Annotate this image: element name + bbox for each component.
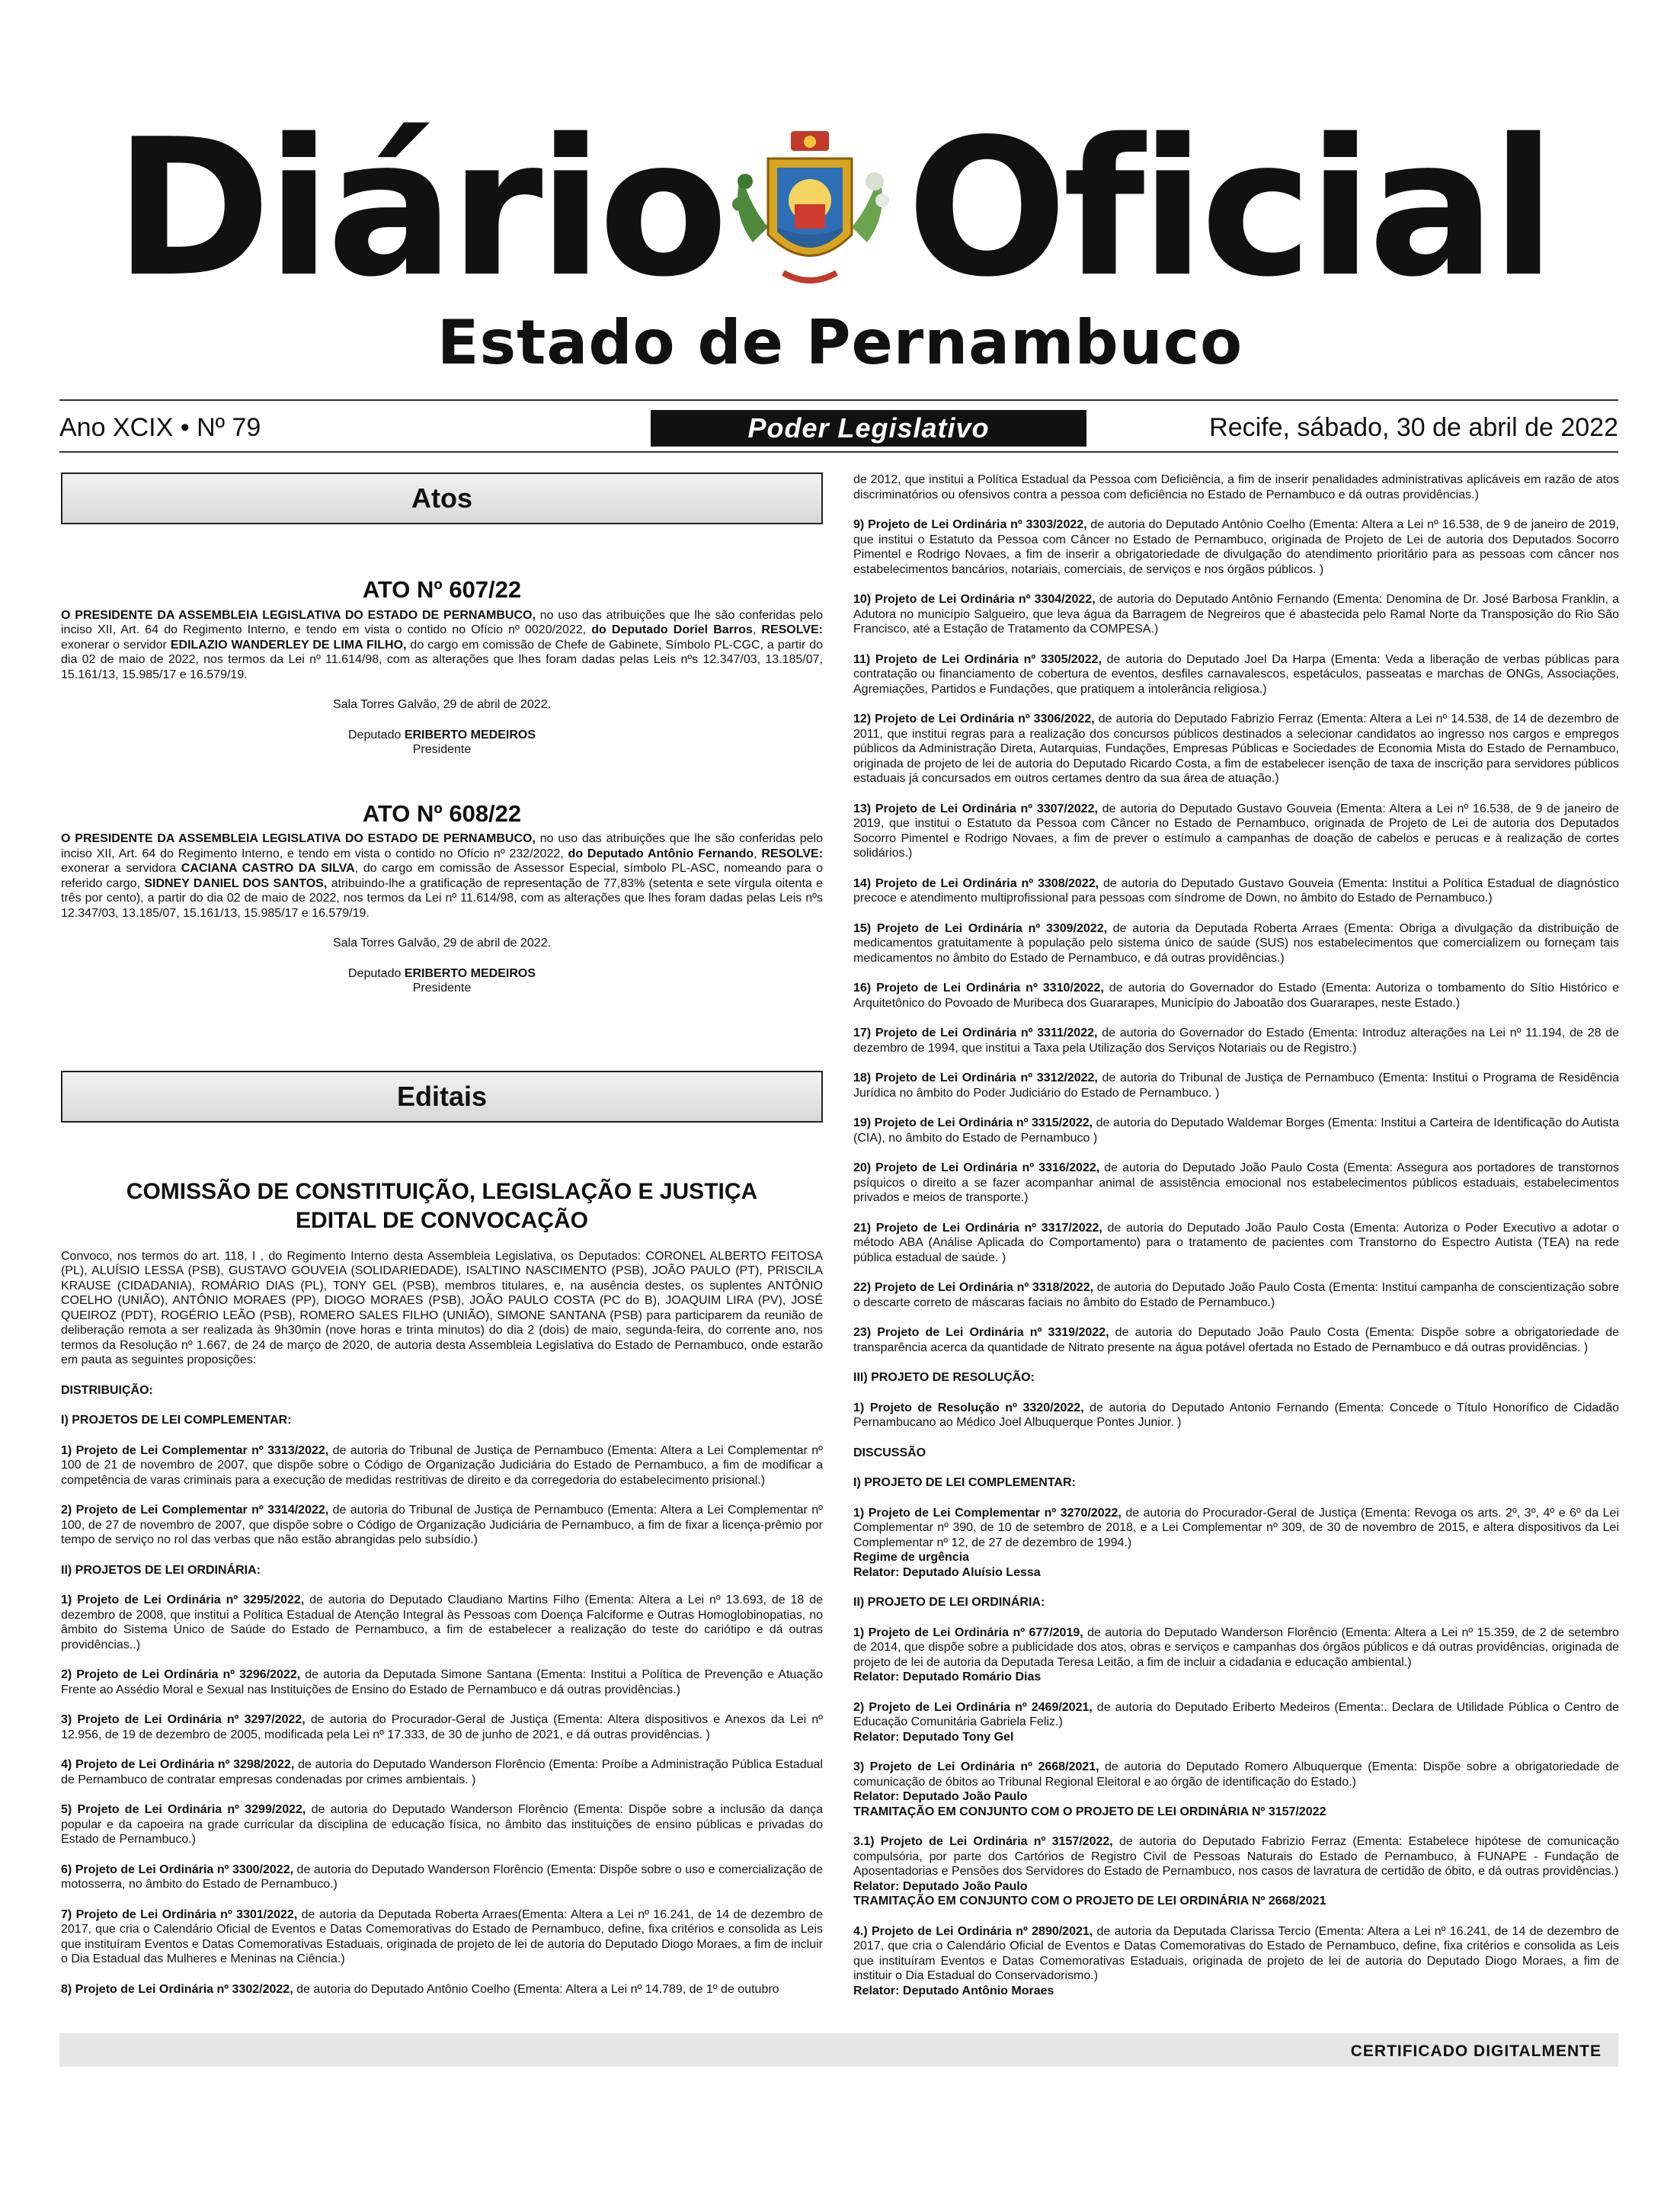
text-run: de autoria do Deputado Antônio Coelho (Ementa: Altera a Lei nº 14.789, de 1º de outubro bbox=[293, 1982, 779, 1996]
bold-run: 9) Projeto de Lei Ordinária nº 3303/2022, bbox=[853, 518, 1087, 531]
text-run: de autoria do Deputado Waldemar Borges (Ementa: Institui a Carteira de Identificação do Autista (CIA), no âmbito do Estado de Pernambuco ) bbox=[853, 1116, 1620, 1145]
edital-paragraph bbox=[853, 1834, 1619, 1909]
text-run: de autoria do Deputado Gustavo Gouveia (Ementa: Altera a Lei nº 16.538, de 9 de janeiro de 2019, que institui o Estatuto da Pessoa com Câncer no Estado de Pernambuco, originada de Projeto de Lei de autoria dos Deputados Socorro Pimentel e Rodrigo Novaes, a fim de prever o estímulo a campanhas de doação de cabelos e perucas e à realização de cortes solidários.) bbox=[853, 802, 1620, 860]
edital-paragraph bbox=[853, 1401, 1619, 1430]
act-signer-prefix: Deputado bbox=[347, 728, 405, 742]
edital-paragraph bbox=[853, 517, 1619, 577]
bold-run: 22) Projeto de Lei Ordinária nº 3318/2022, bbox=[853, 1281, 1094, 1294]
text-run: no uso das atribuições que lhe são conferidas pelo inciso XII, Art. 64 do Regimento Interno, e tendo em vista o contido no Ofício nº 0020/2022, bbox=[61, 608, 824, 636]
text-run: de autoria do Tribunal de Justiça de Pernambuco (Ementa: Institui o Programa de Residência Jurídica no âmbito do Poder Judiciário do Estado de Pernambuco. ) bbox=[853, 1071, 1619, 1100]
edital-paragraph bbox=[853, 1325, 1619, 1355]
edital-paragraph bbox=[61, 1249, 823, 1368]
edital-paragraph bbox=[853, 876, 1619, 906]
footer-bar bbox=[59, 2033, 1618, 2067]
bold-run: RESOLVE: bbox=[761, 847, 824, 860]
bold-run: 20) Projeto de Lei Ordinária nº 3316/2022, bbox=[853, 1161, 1100, 1174]
edital-paragraph bbox=[61, 1757, 823, 1787]
edital-paragraph bbox=[853, 1280, 1619, 1310]
bold-run: II) PROJETO DE LEI ORDINÁRIA: bbox=[853, 1596, 1045, 1609]
section-header-atos: Atos bbox=[61, 472, 823, 524]
bold-run: Relator: Deputado João Paulo bbox=[853, 1790, 1028, 1803]
edition-number: Ano XCIX • Nº 79 bbox=[59, 413, 261, 442]
edital-paragraph bbox=[61, 1712, 823, 1742]
text-run: Convoco, nos termos do art. 118, I , do Regimento Interno desta Assembleia Legislativa, os Deputados: CORONEL ALBERTO FEITOSA (PL), ALUÍSIO LESSA (PSB), GUSTAVO GOUVEIA (SOLIDARIEDADE), ISALTINO NASCIMENTO (PSB), JOÃO PAULO (PT), PRISCILA KRAUSE (CIDADANIA), ROMÁRIO DIAS (PL), TONY GEL (PSB), membros titulares, e, na ausência destes, os suplentes ANTÔNIO COELHO (UNIÃO), ANTÔNIO MORAES (PP), DIOGO MORAES (PSB), JOÃO PAULO COSTA (PC do B), JOAQUIM LIRA (PV), JOSÉ QUEIROZ (PDT), ROGÉRIO LEÃO (PSB), ROMERO SALES FILHO (UNIÃO), SIMONE SANTANA (PSB) para participarem da reunião de deliberação remota a ser realizada às 9h30min (nove horas e trinta minutos) do dia 2 (dois) de maio, segunda-feira, do corrente ano, nos termos da Resolução nº 1.667, de 24 de março de 2020, de autoria desta Assembleia Legislativa do Estado de Pernambuco, onde estarão em pauta as seguintes proposições: bbox=[61, 1249, 823, 1366]
text-run: de 2012, que institui a Política Estadual da Pessoa com Deficiência, a fim de inserir penalidades administrativas aplicáveis em razão de atos discriminatórios ou ofensivos contra a pessoa com deficiência no Estado de Pernambuco e dá outras providências.) bbox=[853, 473, 1619, 501]
text-run: de autoria do Deputado Fabrizio Ferraz (Ementa: Estabelece hipótese de comunicação compulsória, por parte dos Cartórios de Registro Civil de Pessoas Naturais do Estado de Pernambuco, à FUNAPE - Fundação de Aposentadorias e Pensões dos Servidores do Estado de Pernambuco, nos casos de lavratura de certidão de óbito, e dá outras providências.) bbox=[853, 1835, 1620, 1878]
bold-run: 1) Projeto de Lei Complementar nº 3313/2022, bbox=[61, 1443, 329, 1457]
bold-run: 7) Projeto de Lei Ordinária nº 3301/2022, bbox=[61, 1908, 298, 1921]
bold-run: 13) Projeto de Lei Ordinária nº 3307/2022, bbox=[853, 802, 1098, 815]
edital-paragraph bbox=[61, 1503, 823, 1548]
text-run: de autoria do Deputado João Paulo Costa (Ementa: Institui campanha de conscientização sobre o descarte correto de máscaras faciais no âmbito do Estado de Pernambuco.) bbox=[853, 1281, 1620, 1309]
text-run: no uso das atribuições que lhe são conferidas pelo inciso XII, Art. 64 do Regimento Interno, e tendo em vista o contido no Ofício nº 232/2022, bbox=[61, 832, 824, 860]
text-run: de autoria da Deputada Roberta Arraes (Ementa: Obriga a divulgação da distribuição de medicamentos gratuitamente à população pelo sistema único de saúde (SUS) nos estabelecimentos que comercializem ou forneçam tais medicamentos no âmbito do Estado de Pernambuco, e dá outras providências.) bbox=[853, 921, 1619, 965]
edital-paragraph bbox=[61, 1982, 823, 1997]
edital-paragraph bbox=[853, 802, 1619, 861]
bold-run: RESOLVE: bbox=[761, 623, 824, 636]
bold-run: 2) Projeto de Lei Complementar nº 3314/2022, bbox=[61, 1504, 329, 1517]
bold-run: 14) Projeto de Lei Ordinária nº 3308/2022, bbox=[853, 876, 1099, 890]
text-run: de autoria do Procurador-Geral de Justiça (Ementa: Altera dispositivos e Anexos da Lei nº 12.956, de 19 de dezembro de 2005, modificada pela Lei nº 17.333, de 30 de junho de 2021, e dá outras providências. ) bbox=[61, 1713, 823, 1741]
edital-paragraph bbox=[853, 1221, 1619, 1266]
text-run: de autoria do Deputado Joel Da Harpa (Ementa: Veda a liberação de verbas públicas para contratação ou financiamento de cobertura de eventos, desfiles carnavalescos, espetáculos, passeatas e marchas de ONGs, Associações, Agremiações, Partidos e Fundações, que pratiquem a intolerância religiosa.) bbox=[853, 652, 1619, 696]
bold-run: 16) Projeto de Lei Ordinária nº 3310/2022, bbox=[853, 982, 1104, 995]
masthead-subtitle: Estado de Pernambuco bbox=[437, 307, 1243, 378]
edital-paragraph bbox=[853, 1924, 1619, 1999]
bold-run: 1) Projeto de Resolução nº 3320/2022, bbox=[853, 1401, 1084, 1414]
text-run: de autoria da Deputada Clarissa Tercio (Ementa: Altera a Lei nº 16.241, de 14 de dezembro de 2017, que cria o Calendário Oficial de Eventos e Datas Comemorativas do Estado de Pernambuco, define, fixa critérios e consolida as Leis que instituíram Eventos e Datas Comemorativas Estaduais, originada de projeto de lei de autoria do Deputado Diogo Moraes, a fim de instituir o Dia Estadual do Conservadorismo.) bbox=[853, 1924, 1620, 1982]
edital-paragraph bbox=[853, 1161, 1619, 1206]
text-run: de autoria do Deputado Eriberto Medeiros (Ementa:. Declara de Utilidade Pública o Centro de Educação Comunitária Gabriela Feliz.) bbox=[853, 1700, 1619, 1728]
bold-run: DISTRIBUIÇÃO: bbox=[61, 1383, 153, 1397]
bold-run: 4) Projeto de Lei Ordinária nº 3298/2022, bbox=[61, 1758, 295, 1771]
edital-paragraph bbox=[853, 1370, 1619, 1385]
bold-run: O PRESIDENTE DA ASSEMBLEIA LEGISLATIVA DO ESTADO DE PERNAMBUCO, bbox=[61, 608, 536, 622]
text-run: de autoria da Deputada Roberta Arraes(Ementa: Altera a Lei nº 16.241, de 14 de dezembro de 2017, que cria o Calendário Oficial de Eventos e Datas Comemorativas do Estado de Pernambuco, define, fixa critérios e consolida as Leis que instituíram Eventos e Datas Comemorativas Estaduais, originada de projeto de lei de autoria do Deputado Diogo Moraes, a fim de incluir o Dia Estadual das Mulheres e Meninas na Ciência.) bbox=[61, 1908, 823, 1965]
act-body bbox=[61, 608, 823, 683]
bold-run: 15) Projeto de Lei Ordinária nº 3309/2022, bbox=[853, 921, 1108, 935]
act-signer-role: Presidente bbox=[412, 743, 472, 756]
bold-run: do Deputado Antônio Fernando bbox=[568, 847, 754, 860]
edital-paragraph bbox=[853, 472, 1619, 502]
text-run: , bbox=[754, 847, 762, 860]
text-run: de autoria do Procurador-Geral de Justiça (Ementa: Revoga os arts. 2º, 3º, 4º e 6º da Lei Complementar nº 390, de 10 de setembro de 2018, e a Lei Complementar nº 309, de 30 de novembro de 2015, e altera dispositivos da Lei Complementar nº 12, de 27 de dezembro de 1994.) bbox=[853, 1506, 1619, 1549]
edital-paragraph bbox=[853, 1506, 1619, 1581]
bold-run: II) PROJETOS DE LEI ORDINÁRIA: bbox=[61, 1563, 261, 1577]
edital-paragraph bbox=[853, 1116, 1619, 1145]
text-run: de autoria do Deputado João Paulo Costa (Ementa: Assegura aos portadores de transtornos psíquicos o direito a se fazer acompanhar animal de assistência emocional nos estabelecimentos públicos estaduais, estabelecimentos privados e meios de transporte.) bbox=[853, 1161, 1620, 1204]
bold-run: Relator: Deputado Romário Dias bbox=[853, 1670, 1042, 1683]
bold-run: EDILAZIO WANDERLEY DE LIMA FILHO, bbox=[170, 638, 407, 652]
bold-run: 19) Projeto de Lei Ordinária nº 3315/2022, bbox=[853, 1116, 1093, 1129]
text-run: de autoria do Deputado Romero Albuquerque (Ementa: Dispõe sobre a obrigatoriedade de comunicação de óbitos ao Tribunal Regional Eleitoral e ao órgão de identificação do Estado.) bbox=[853, 1760, 1619, 1789]
bold-run: Relator: Deputado Aluísio Lessa bbox=[853, 1565, 1041, 1579]
edition-infobar bbox=[59, 410, 1618, 450]
bold-run: 5) Projeto de Lei Ordinária nº 3299/2022, bbox=[61, 1803, 306, 1816]
act-signer: ERIBERTO MEDEIROS bbox=[404, 728, 536, 742]
bold-run: 21) Projeto de Lei Ordinária nº 3317/2022, bbox=[853, 1221, 1102, 1235]
bold-run: 18) Projeto de Lei Ordinária nº 3312/2022, bbox=[853, 1071, 1098, 1084]
left-column bbox=[61, 472, 823, 1997]
section-badge: Poder Legislativo bbox=[651, 410, 1086, 447]
bold-run: 8) Projeto de Lei Ordinária nº 3302/2022, bbox=[61, 1982, 293, 1996]
edital-paragraph bbox=[853, 1026, 1619, 1055]
bold-run: 10) Projeto de Lei Ordinária nº 3304/2022, bbox=[853, 593, 1096, 606]
bold-run: Relator: Deputado João Paulo bbox=[853, 1879, 1028, 1893]
text-run: de autoria do Governador do Estado (Ementa: Introduz alterações na Lei nº 11.194, de 28 de dezembro de 1994, que institui a Taxa pela Utilização dos Serviços Notariais ou de Registro.) bbox=[853, 1027, 1620, 1055]
text-run: de autoria do Deputado João Paulo Costa (Ementa: Autoriza o Poder Executivo a adotar o método ABA (Análise Aplicada do Comportamento) para o tratamento de pacientes com Transtorno do Espectro Autista (TEA) na rede pública estadual de saúde. ) bbox=[853, 1221, 1620, 1264]
act-title: ATO Nº 607/22 bbox=[362, 576, 522, 603]
act-signer-role: Presidente bbox=[412, 982, 472, 995]
bold-run: do Deputado Doriel Barros bbox=[591, 623, 753, 636]
text-run: de autoria do Deputado João Paulo Costa (Ementa: Dispõe sobre a obrigatoriedade de transparência acerca da quantidade de Nitrato presente na água potável ofertada no Estado de Pernambuco e dá outras providências. ) bbox=[853, 1326, 1620, 1354]
bold-run: TRAMITAÇÃO EM CONJUNTO COM O PROJETO DE LEI ORDINÁRIA Nº 3157/2022 bbox=[853, 1805, 1326, 1818]
bold-run: 12) Projeto de Lei Ordinária nº 3306/2022, bbox=[853, 713, 1095, 726]
text-run: de autoria do Deputado Gustavo Gouveia (Ementa: Institui a Política Estadual de diagnóstico precoce e atendimento multiprofissional para pessoas com síndrome de Down, no âmbito do Estado de Pernambuco.) bbox=[853, 876, 1620, 905]
act-signer-line bbox=[61, 966, 823, 982]
edital-paragraph bbox=[853, 712, 1619, 786]
edital-paragraph bbox=[61, 1667, 823, 1697]
edital-paragraph bbox=[853, 1446, 1619, 1461]
bold-run: 1) Projeto de Lei Ordinária nº 677/2019, bbox=[853, 1626, 1083, 1639]
edital-paragraphs-left bbox=[61, 1249, 823, 1997]
edital-paragraph bbox=[853, 981, 1619, 1011]
bold-run: 4.) Projeto de Lei Ordinária nº 2890/2021, bbox=[853, 1924, 1093, 1938]
text-run: de autoria do Deputado Wanderson Florêncio (Ementa: Dispõe sobre a inclusão da dança popular e da capoeira na grade curricular da disciplina de educação física, no âmbito das instituições de ensino públicas e privadas do Estado de Pernambuco.) bbox=[61, 1803, 823, 1846]
masthead bbox=[0, 99, 1680, 378]
masthead-title-diario: Diário bbox=[114, 99, 724, 319]
text-run: exonerar a servidora bbox=[61, 862, 181, 875]
bold-run: Regime de urgência bbox=[853, 1551, 970, 1564]
edital-paragraph bbox=[853, 652, 1619, 697]
text-run: de autoria do Deputado Claudiano Martins Filho (Ementa: Altera a Lei nº 13.693, de 18 de dezembro de 2008, que institui a Política Estadual de Atenção Integral às Pessoas com Doença Falciforme e Outras Homoglobinopatias, no âmbito do Sistema Único de Saúde do Estado de Pernambuco, a fim de estabelecer a realização do teste do cariótipo e dá outras providências..) bbox=[61, 1594, 824, 1651]
section-header-editais: Editais bbox=[61, 1071, 823, 1123]
edital-paragraph bbox=[853, 1595, 1619, 1610]
bold-run: 11) Projeto de Lei Ordinária nº 3305/2022, bbox=[853, 652, 1102, 666]
edital-paragraph bbox=[853, 1071, 1619, 1100]
bold-run: I) PROJETO DE LEI COMPLEMENTAR: bbox=[853, 1476, 1076, 1489]
edital-paragraph bbox=[61, 1563, 823, 1578]
bold-run: O PRESIDENTE DA ASSEMBLEIA LEGISLATIVA DO ESTADO DE PERNAMBUCO, bbox=[61, 832, 536, 845]
bold-run: SIDNEY DANIEL DOS SANTOS, bbox=[144, 876, 328, 890]
text-run: de autoria do Governador do Estado (Ementa: Autoriza o tombamento do Sítio Histórico e Arquitetônico do Povoado de Muribeca dos Guararapes, Município do Jaboatão dos Guararapes, neste Estado.) bbox=[853, 982, 1620, 1010]
bold-run: 23) Projeto de Lei Ordinária nº 3319/2022, bbox=[853, 1326, 1109, 1339]
text-run: de autoria do Deputado Antônio Fernando (Ementa: Denomina de Dr. José Barbosa Franklin, a Adutora no município Salgueiro, que leva água da Barragem de Negreiros que é abastecida pelo Ramal Norte da Transposição do Rio São Francisco, até a Estação de Tratamento da COMPESA.) bbox=[853, 593, 1620, 636]
text-run: de autoria do Deputado Wanderson Florêncio (Ementa: Dispõe sobre o uso e comercialização de motosserra, no âmbito do Estado de Pernambuco.) bbox=[61, 1863, 824, 1891]
bold-run: 2) Projeto de Lei Ordinária nº 3296/2022, bbox=[61, 1668, 301, 1681]
text-run: de autoria do Deputado Antônio Coelho (Ementa: Altera a Lei nº 16.538, de 9 de janeiro de 2019, que institui o Estatuto da Pessoa com Câncer no Estado de Pernambuco, originada de Projeto de Lei de autoria dos Deputados Socorro Pimentel e Rodrigo Novaes, a fim de inserir a obrigatoriedade de divulgação do atendimento prioritário para as pessoas com câncer nos estabelecimentos bancários, notariais, comerciais, de serviços e nos órgãos públicos. ) bbox=[853, 518, 1619, 576]
text-run: de autoria do Tribunal de Justiça de Pernambuco (Ementa: Altera a Lei Complementar nº 100, de 27 de novembro de 2007, que dispõe sobre o Código de Organização Judiciária de Pernambuco, a fim de fixar a licença-prêmio por tempo de serviço no rol das verbas que não estão abrangidas pelo subsídio.) bbox=[61, 1504, 824, 1546]
act-signer: ERIBERTO MEDEIROS bbox=[404, 966, 536, 980]
text-run: , bbox=[752, 623, 762, 636]
edital-paragraph bbox=[61, 1413, 823, 1428]
act-place-date: Sala Torres Galvão, 29 de abril de 2022. bbox=[332, 937, 552, 950]
edital-paragraph bbox=[61, 1443, 823, 1488]
edital-paragraph bbox=[853, 1475, 1619, 1491]
bold-run: CACIANA CASTRO DA SILVA bbox=[181, 862, 355, 875]
edital-paragraph bbox=[61, 1863, 823, 1892]
text-run: de autoria do Deputado Antonio Fernando (Ementa: Concede o Título Honorífico de Cidadão Pernambucano ao Médico Joel Albuquerque Pontes Junior. ) bbox=[853, 1401, 1619, 1429]
edital-paragraph bbox=[61, 1593, 823, 1652]
commission-title: COMISSÃO DE CONSTITUIÇÃO, LEGISLAÇÃO E JUSTIÇA bbox=[126, 1178, 758, 1204]
right-column bbox=[853, 472, 1619, 1998]
bold-run: Relator: Deputado Tony Gel bbox=[853, 1730, 1014, 1744]
bold-run: DISCUSSÃO bbox=[853, 1446, 926, 1459]
edital-paragraph bbox=[853, 921, 1619, 966]
bold-run: Relator: Deputado Antônio Moraes bbox=[853, 1984, 1054, 1997]
masthead-title-oficial: Oficial bbox=[907, 99, 1552, 319]
pernambuco-coat-of-arms-icon bbox=[722, 128, 898, 296]
text-run: de autoria do Deputado Fabrizio Ferraz (Ementa: Altera a Lei nº 14.538, de 14 de dezembro de 2011, que institui regras para a realização dos concursos públicos destinados a selecionar candidatos ao ingresso nos cargos e empregos públicos da Administração Direta, Autarquias, Fundações, Empresas Públicas e Sociedades de Economia Mista do Estado de Pernambuco, originada de projeto de lei de autoria do Deputado Ricardo Costa, a fim de estabelecer isenção de taxa de inscrição para servidores públicos estaduais já concursados em outros certames dentro da sua área de atuação.) bbox=[853, 713, 1619, 785]
bold-run: 2) Projeto de Lei Ordinária nº 2469/2021, bbox=[853, 1700, 1093, 1714]
edital-paragraph bbox=[61, 1383, 823, 1398]
dateline: Recife, sábado, 30 de abril de 2022 bbox=[1209, 413, 1618, 442]
act-body bbox=[61, 831, 823, 921]
text-run: , do cargo em comissão de Assessor Especial, símbolo PL-ASC, nomeando para o referido cargo, bbox=[61, 862, 824, 890]
bold-run: 1) Projeto de Lei Complementar nº 3270/2022, bbox=[853, 1506, 1122, 1520]
bold-run: 17) Projeto de Lei Ordinária nº 3311/2022, bbox=[853, 1027, 1098, 1039]
edital-paragraph bbox=[853, 1760, 1619, 1819]
bold-run: 1) Projeto de Lei Ordinária nº 3295/2022, bbox=[61, 1594, 305, 1606]
text-run: de autoria do Deputado Wanderson Florêncio (Ementa: Proíbe a Administração Pública Estadual de Pernambuco de contratar empresas condenadas por crimes ambientais. ) bbox=[61, 1758, 823, 1786]
bold-run: 3.1) Projeto de Lei Ordinária nº 3157/2022, bbox=[853, 1835, 1113, 1848]
edital-paragraph bbox=[853, 1700, 1619, 1745]
text-run: atribuindo-lhe a gratificação de representação de 77,83% (setenta e sete vírgula oitenta e três por cento), a partir do dia 02 de maio de 2022, nos termos da Lei nº 11.614/98, com as alterações que lhes foram dadas pelas Leis nºs 12.347/03, 13.185/07, 15.161/13, 15.985/17 e 16.579/19. bbox=[61, 876, 823, 920]
act-signer-line bbox=[61, 728, 823, 743]
edital-paragraphs-right bbox=[853, 472, 1619, 1998]
act-title: ATO Nº 608/22 bbox=[362, 799, 522, 827]
edital-paragraph bbox=[61, 1802, 823, 1847]
edital-paragraph bbox=[61, 1908, 823, 1967]
act-signer-prefix: Deputado bbox=[347, 966, 405, 980]
text-run: de autoria do Tribunal de Justiça de Pernambuco (Ementa: Altera a Lei Complementar nº 100 de 21 de novembro de 2007, que dispõe sobre o Código de Organização Judiciária do Estado de Pernambuco, a fim de modificar a competência de varas criminais para a execução de medidas restritivas de direito e da corregedoria do estabelecimento prisional.) bbox=[61, 1443, 824, 1487]
bold-run: III) PROJETO DE RESOLUÇÃO: bbox=[853, 1371, 1035, 1384]
text-run: de autoria do Deputado Wanderson Florêncio (Ementa: Altera a Lei nº 15.359, de 2 de setembro de 2014, que dispõe sobre a publicidade dos atos, obras e serviços e campanhas dos órgãos públicos e dá outras providências, originada de projeto de lei de autoria da Deputada Teresa Leitão, a fim de incluir a cidadania e educação ambiental.) bbox=[853, 1626, 1620, 1669]
edital-paragraph bbox=[853, 1626, 1619, 1685]
bold-run: 3) Projeto de Lei Ordinária nº 2668/2021, bbox=[853, 1760, 1099, 1773]
edital-title: EDITAL DE CONVOCAÇÃO bbox=[296, 1207, 588, 1233]
bold-run: I) PROJETOS DE LEI COMPLEMENTAR: bbox=[61, 1414, 292, 1427]
act-place-date: Sala Torres Galvão, 29 de abril de 2022. bbox=[332, 698, 552, 711]
text-run: exonerar o servidor bbox=[61, 638, 171, 652]
header-rule-bottom bbox=[59, 451, 1618, 453]
digital-certificate-label: CERTIFICADO DIGITALMENTE bbox=[1350, 2042, 1602, 2060]
bold-run: 3) Projeto de Lei Ordinária nº 3297/2022, bbox=[61, 1713, 306, 1726]
text-run: de autoria da Deputada Simone Santana (Ementa: Institui a Política de Prevenção e Atuação Frente ao Assédio Moral e Sexual nas Instituições de Ensino do Estado de Pernambuco e dá outras providências.) bbox=[61, 1668, 823, 1696]
header-rule-top bbox=[59, 399, 1618, 401]
bold-run: 6) Projeto de Lei Ordinária nº 3300/2022, bbox=[61, 1863, 294, 1876]
text-run: do cargo em comissão de Chefe de Gabinete, Símbolo PL-CGC, a partir do dia 02 de maio de 2022, nos termos da Lei nº 11.614/98, com as alterações que lhes foram dadas pelas Leis nºs 12.347/03, 13.185/07, 15.161/13, 15.985/17 e 16.579/19. bbox=[61, 638, 823, 681]
edital-paragraph bbox=[853, 592, 1619, 637]
bold-run: TRAMITAÇÃO EM CONJUNTO COM O PROJETO DE LEI ORDINÁRIA Nº 2668/2021 bbox=[853, 1895, 1326, 1908]
